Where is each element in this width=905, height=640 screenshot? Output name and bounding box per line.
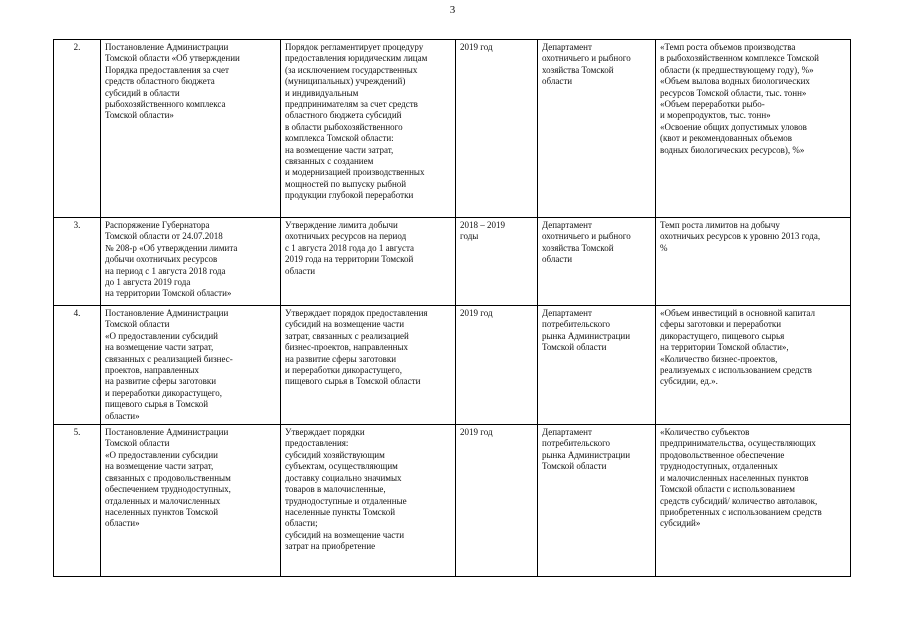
text-line: товаров в малочисленные, <box>285 484 386 495</box>
text-line: Постановление Администрации <box>105 427 229 438</box>
executor-cell <box>538 306 656 425</box>
text-line: области <box>285 265 316 276</box>
text-line: и модернизацией производственных <box>285 167 425 178</box>
row-number-cell: 3. <box>54 218 101 306</box>
indicators-cell <box>656 218 851 306</box>
text-line: области» <box>105 410 140 421</box>
text-line: субсидий на возмещение части <box>285 529 405 540</box>
text-line: субсидий хозяйствующим <box>285 449 385 460</box>
text-line: на возмещение части затрат, <box>105 461 214 472</box>
text-line: Порядка предоставления за счет <box>105 64 229 75</box>
text-line: затрат, связанных с реализацией <box>285 330 409 341</box>
text-line: и переработки дикорастущего, <box>285 365 402 376</box>
text-line: труднодоступных, отдаленных <box>660 461 778 472</box>
text-line: области <box>542 254 573 265</box>
text-line: с 1 августа 2018 года до 1 августа <box>285 242 415 253</box>
text-line: «О предоставлении субсидий <box>105 330 218 341</box>
text-line: «Количество субъектов <box>660 427 750 438</box>
text-line: (за исключением государственных <box>285 64 418 75</box>
text-line: связанных с созданием <box>285 156 374 167</box>
period-cell <box>456 218 538 306</box>
text-line: на развитие сферы заготовки <box>285 353 397 364</box>
text-line: продукции глубокой переработки <box>285 190 414 201</box>
text-line: сферы заготовки и переработки <box>660 319 782 330</box>
text-line: отдаленных и малочисленных <box>105 495 221 506</box>
text-line: потребительского <box>542 438 611 449</box>
text-line: мощностей по выпуску рыбной <box>285 178 407 189</box>
text-line: рынка Администрации <box>542 449 631 460</box>
text-line: хозяйства Томской <box>542 64 614 75</box>
text-line: предпринимательства, осуществляющих <box>660 438 816 449</box>
text-line: «Освоение общих допустимых уловов <box>660 121 807 132</box>
text-line: населенные пункты Томской <box>285 506 396 517</box>
text-line: пищевого сырья в Томской области <box>285 376 421 387</box>
executor-cell <box>538 425 656 577</box>
text-line: пищевого сырья в Томской <box>105 399 209 410</box>
text-line: потребительского <box>542 319 611 330</box>
document-cell <box>101 40 281 218</box>
text-line: охотничьего и рыбного <box>542 231 631 242</box>
text-line: средств субсидий/ количество автолавок, <box>660 495 818 506</box>
text-line: и индивидуальным <box>285 87 359 98</box>
text-line: Департамент <box>542 427 592 438</box>
text-line: на возмещение части затрат, <box>105 342 214 353</box>
indicators-cell <box>656 40 851 218</box>
text-line: Томской области <box>105 319 170 330</box>
text-line: Распоряжение Губернатора <box>105 220 210 230</box>
text-line: Томской области «Об утверждении <box>105 53 240 64</box>
text-line: области; <box>285 518 318 529</box>
text-line: предоставления: <box>285 438 349 449</box>
text-line: в рыбохозяйственном комплексе Томской <box>660 53 819 64</box>
page-number: 3 <box>449 4 456 16</box>
text-line: продовольственное обеспечение <box>660 449 785 460</box>
text-line: Утверждает порядки <box>285 427 365 438</box>
text-line: доставку социально значимых <box>285 472 402 483</box>
text-line: на возмещение части затрат, <box>285 144 394 155</box>
text-line: «Объем переработки рыбо- <box>660 99 765 110</box>
subject-cell <box>281 425 456 577</box>
text-line: «Объем инвестиций в основной капитал <box>660 308 815 318</box>
text-line: «О предоставлении субсидии <box>105 449 218 460</box>
text-line: Порядок регламентирует процедуру <box>285 42 424 52</box>
text-line: проектов, направленных <box>105 365 200 376</box>
text-line: 2019 год <box>460 427 493 438</box>
document-cell <box>101 425 281 577</box>
text-line: в области рыбохозяйственного <box>285 121 403 132</box>
document-cell <box>101 306 281 425</box>
executor-cell <box>538 218 656 306</box>
regulations-table <box>53 39 851 577</box>
text-line: Постановление Администрации <box>105 42 229 52</box>
text-line: на период с 1 августа 2018 года <box>105 265 226 276</box>
text-line: комплекса Томской области: <box>285 133 394 144</box>
text-line: ресурсов Томской области, тыс. тонн» <box>660 87 807 98</box>
text-line: Утверждение лимита добычи <box>285 220 398 230</box>
text-line: субсидий на возмещение части <box>285 319 405 330</box>
period-cell <box>456 40 538 218</box>
text-line: приобретенных с использованием средств <box>660 506 822 517</box>
text-line: «Объем вылова водных биологических <box>660 76 810 87</box>
text-line: водных биологических ресурсов), %» <box>660 144 805 155</box>
text-line: 2019 года на территории Томской <box>285 254 414 265</box>
text-line: на развитие сферы заготовки <box>105 376 217 387</box>
text-line: 2019 год <box>460 308 493 318</box>
text-line: населенных пунктов Томской <box>105 506 219 517</box>
text-line: и переработки дикорастущего, <box>105 387 222 398</box>
period-cell <box>456 425 538 577</box>
table-row <box>54 425 851 577</box>
text-line: реализуемых с использованием средств <box>660 365 812 376</box>
text-line: предпринимателям за счет средств <box>285 99 418 110</box>
text-line: связанных с реализацией бизнес- <box>105 353 233 364</box>
indicators-cell <box>656 425 851 577</box>
text-line: труднодоступные и отдаленные <box>285 495 407 506</box>
text-line: Департамент <box>542 42 592 52</box>
subject-cell <box>281 306 456 425</box>
text-line: охотничьих ресурсов на период <box>285 231 407 242</box>
text-line: «Темп роста объемов производства <box>660 42 796 52</box>
document-cell <box>101 218 281 306</box>
executor-cell <box>538 40 656 218</box>
text-line: Утверждает порядок предоставления <box>285 308 428 318</box>
row-number-cell: 2. <box>54 40 101 218</box>
text-line: рынка Администрации <box>542 330 631 341</box>
table-row <box>54 306 851 425</box>
text-line: до 1 августа 2019 года <box>105 277 191 288</box>
text-line: и малочисленных населенных пунктов <box>660 472 809 483</box>
text-line: и морепродуктов, тыс. тонн» <box>660 110 771 121</box>
text-line: хозяйства Томской <box>542 242 614 253</box>
text-line: на территории Томской области» <box>105 288 232 299</box>
text-line: дикорастущего, пищевого сырья <box>660 330 785 341</box>
text-line: Томской области <box>542 342 607 353</box>
text-line: рыбохозяйственного комплекса <box>105 99 226 110</box>
text-line: Томской области <box>105 438 170 449</box>
text-line: затрат на приобретение <box>285 541 376 552</box>
row-number-cell: 5. <box>54 425 101 577</box>
text-line: на территории Томской области», <box>660 342 789 353</box>
text-line: (муниципальных) учреждений) <box>285 76 406 87</box>
text-line: субъектам, осуществляющим <box>285 461 398 472</box>
text-line: Томской области <box>542 461 607 472</box>
text-line: обеспечением труднодоступных, <box>105 484 231 495</box>
text-line: охотничьего и рыбного <box>542 53 631 64</box>
subject-cell <box>281 218 456 306</box>
period-cell <box>456 306 538 425</box>
text-line: связанных с продовольственным <box>105 472 231 483</box>
text-line: Темп роста лимитов на добычу <box>660 220 780 230</box>
text-line: Томской области от 24.07.2018 <box>105 231 223 242</box>
text-line: субсидий в области <box>105 87 180 98</box>
text-line: области» <box>105 518 140 529</box>
text-line: субсидии, ед.». <box>660 376 718 387</box>
text-line: субсидий» <box>660 518 701 529</box>
text-line: (квот и рекомендованных объемов <box>660 133 793 144</box>
table-row <box>54 218 851 306</box>
text-line: предоставления юридическим лицам <box>285 53 428 64</box>
text-line: Департамент <box>542 308 592 318</box>
text-line: охотничьих ресурсов к уровню 2013 года, <box>660 231 821 242</box>
text-line: «Количество бизнес-проектов, <box>660 353 778 364</box>
text-line: Томской области с использованием <box>660 484 795 495</box>
text-line: годы <box>460 231 479 242</box>
text-line: области <box>542 76 573 87</box>
text-line: % <box>660 242 668 253</box>
text-line: Департамент <box>542 220 592 230</box>
row-number-cell: 4. <box>54 306 101 425</box>
text-line: областного бюджета субсидий <box>285 110 402 121</box>
text-line: 2018 – 2019 <box>460 220 505 230</box>
text-line: средств областного бюджета <box>105 76 215 87</box>
text-line: № 208-р «Об утверждении лимита <box>105 242 238 253</box>
indicators-cell <box>656 306 851 425</box>
table-row <box>54 40 851 218</box>
text-line: бизнес-проектов, направленных <box>285 342 409 353</box>
text-line: Томской области» <box>105 110 174 121</box>
text-line: добычи охотничьих ресурсов <box>105 254 218 265</box>
text-line: Постановление Администрации <box>105 308 229 318</box>
text-line: 2019 год <box>460 42 493 52</box>
subject-cell <box>281 40 456 218</box>
text-line: области (к предшествующему году), %» <box>660 64 814 75</box>
